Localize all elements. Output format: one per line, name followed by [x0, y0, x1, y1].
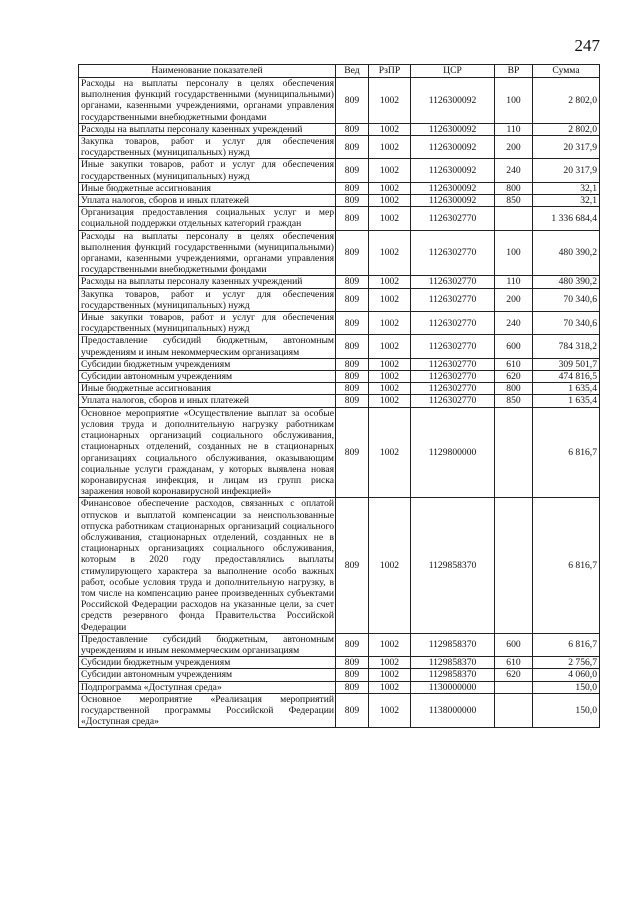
table-row: [79, 276, 600, 288]
cell-name: Уплата налогов, сборов и иных платежей: [79, 395, 336, 407]
cell-ved: 809: [336, 657, 369, 669]
cell-rzpr: 1002: [369, 681, 411, 693]
cell-ved: 809: [336, 498, 369, 633]
cell-csr: 1126300092: [411, 136, 495, 159]
cell-name: Организация предоставления социальных услуг и мер социальной поддержки отдельных категорий граждан: [79, 207, 336, 230]
cell-sum: 32,1: [533, 182, 600, 194]
cell-csr: 1126300092: [411, 195, 495, 207]
cell-ved: 809: [336, 123, 369, 135]
cell-vr: [495, 498, 533, 633]
cell-ved: 809: [336, 383, 369, 395]
cell-ved: 809: [336, 288, 369, 311]
cell-vr: 610: [495, 358, 533, 370]
header-sum: Сумма: [533, 65, 600, 78]
cell-ved: 809: [336, 207, 369, 230]
cell-ved: 809: [336, 230, 369, 276]
cell-csr: 1126302770: [411, 207, 495, 230]
cell-ved: 809: [336, 182, 369, 194]
cell-ved: 809: [336, 159, 369, 182]
cell-csr: 1126302770: [411, 383, 495, 395]
table-row: [79, 395, 600, 407]
table-row: [79, 288, 600, 311]
cell-rzpr: 1002: [369, 358, 411, 370]
cell-name: Расходы на выплаты персоналу казенных учреждений: [79, 123, 336, 135]
table-row: [79, 123, 600, 135]
cell-sum: 70 340,6: [533, 288, 600, 311]
cell-rzpr: 1002: [369, 230, 411, 276]
cell-vr: 600: [495, 633, 533, 656]
cell-sum: 6 816,7: [533, 407, 600, 498]
cell-ved: 809: [336, 669, 369, 681]
table-row: [79, 335, 600, 358]
cell-csr: 1126302770: [411, 395, 495, 407]
cell-vr: 100: [495, 78, 533, 124]
cell-csr: 1126302770: [411, 371, 495, 383]
cell-rzpr: 1002: [369, 669, 411, 681]
cell-vr: 620: [495, 669, 533, 681]
cell-sum: 6 816,7: [533, 633, 600, 656]
cell-csr: 1129858370: [411, 498, 495, 633]
cell-name: Предоставление субсидий бюджетным, автономным учреждениям и иным некоммерческим организациям: [79, 335, 336, 358]
table-row: [79, 407, 600, 498]
table-row: [79, 657, 600, 669]
cell-ved: 809: [336, 312, 369, 335]
cell-csr: 1129858370: [411, 669, 495, 681]
cell-rzpr: 1002: [369, 633, 411, 656]
table-row: [79, 195, 600, 207]
cell-rzpr: 1002: [369, 335, 411, 358]
table-row: [79, 230, 600, 276]
cell-sum: 480 390,2: [533, 276, 600, 288]
cell-vr: 610: [495, 657, 533, 669]
cell-ved: 809: [336, 358, 369, 370]
cell-name: Иные закупки товаров, работ и услуг для обеспечения государственных (муниципальных) нужд: [79, 159, 336, 182]
header-vr: ВР: [495, 65, 533, 78]
table-header-row: [79, 65, 600, 78]
cell-sum: 150,0: [533, 681, 600, 693]
cell-csr: 1126300092: [411, 182, 495, 194]
cell-sum: 784 318,2: [533, 335, 600, 358]
cell-rzpr: 1002: [369, 182, 411, 194]
cell-sum: 2 756,7: [533, 657, 600, 669]
cell-rzpr: 1002: [369, 159, 411, 182]
cell-csr: 1126302770: [411, 312, 495, 335]
cell-vr: 240: [495, 159, 533, 182]
cell-name: Финансовое обеспечение расходов, связанных с оплатой отпусков и выплатой компенсации за неиспользованные отпуска работникам стационарных организаций социального обслуживания, стационарных отделений, созданных не в стационарных организациях социального обслуживания, которым в 2020 году предоставлялись выплаты стимулирующего характера за выполнение особо важных работ, особые условия труда и дополнительную нагрузку, в том числе на компенсацию ранее произведенных субъектами Российской Федерации расходов на указанные цели, за счет средств резервного фонда Правительства Российской Федерации: [79, 498, 336, 633]
cell-csr: 1126302770: [411, 335, 495, 358]
cell-rzpr: 1002: [369, 288, 411, 311]
cell-sum: 20 317,9: [533, 159, 600, 182]
cell-sum: 32,1: [533, 195, 600, 207]
cell-vr: 110: [495, 123, 533, 135]
cell-rzpr: 1002: [369, 195, 411, 207]
cell-csr: 1126302770: [411, 358, 495, 370]
cell-sum: 70 340,6: [533, 312, 600, 335]
table-row: [79, 669, 600, 681]
cell-rzpr: 1002: [369, 693, 411, 728]
cell-rzpr: 1002: [369, 657, 411, 669]
cell-vr: 620: [495, 371, 533, 383]
cell-rzpr: 1002: [369, 395, 411, 407]
cell-sum: 6 816,7: [533, 498, 600, 633]
cell-name: Расходы на выплаты персоналу в целях обеспечения выполнения функций государственными (муниципальными) органами, казенными учреждениями, органами управления государственными внебюджетными фондами: [79, 78, 336, 124]
header-rzpr: РзПР: [369, 65, 411, 78]
cell-ved: 809: [336, 407, 369, 498]
table-row: [79, 182, 600, 194]
cell-ved: 809: [336, 371, 369, 383]
cell-vr: 800: [495, 182, 533, 194]
cell-sum: 1 635,4: [533, 395, 600, 407]
cell-csr: 1126302770: [411, 288, 495, 311]
cell-ved: 809: [336, 335, 369, 358]
cell-name: Субсидии бюджетным учреждениям: [79, 358, 336, 370]
cell-name: Расходы на выплаты персоналу казенных учреждений: [79, 276, 336, 288]
cell-name: Закупка товаров, работ и услуг для обеспечения государственных (муниципальных) нужд: [79, 288, 336, 311]
cell-vr: 200: [495, 288, 533, 311]
cell-name: Иные закупки товаров, работ и услуг для обеспечения государственных (муниципальных) нужд: [79, 312, 336, 335]
budget-table: [78, 64, 600, 728]
cell-sum: 2 802,0: [533, 78, 600, 124]
cell-vr: 800: [495, 383, 533, 395]
table-row: [79, 693, 600, 728]
cell-sum: 20 317,9: [533, 136, 600, 159]
cell-ved: 809: [336, 693, 369, 728]
cell-name: Субсидии бюджетным учреждениям: [79, 657, 336, 669]
cell-name: Субсидии автономным учреждениям: [79, 669, 336, 681]
table-row: [79, 383, 600, 395]
cell-csr: 1138000000: [411, 693, 495, 728]
cell-vr: 100: [495, 230, 533, 276]
cell-ved: 809: [336, 195, 369, 207]
cell-vr: 850: [495, 395, 533, 407]
cell-rzpr: 1002: [369, 383, 411, 395]
cell-name: Субсидии автономным учреждениям: [79, 371, 336, 383]
cell-sum: 1 635,4: [533, 383, 600, 395]
cell-sum: 474 816,5: [533, 371, 600, 383]
page-number: 247: [574, 36, 600, 55]
table-row: [79, 159, 600, 182]
table-row: [79, 633, 600, 656]
cell-rzpr: 1002: [369, 407, 411, 498]
cell-rzpr: 1002: [369, 123, 411, 135]
cell-sum: 2 802,0: [533, 123, 600, 135]
table-row: [79, 312, 600, 335]
table-row: [79, 78, 600, 124]
cell-csr: 1126302770: [411, 276, 495, 288]
cell-csr: 1130000000: [411, 681, 495, 693]
table-row: [79, 136, 600, 159]
cell-vr: [495, 693, 533, 728]
cell-csr: 1126300092: [411, 78, 495, 124]
cell-name: Основное мероприятие «Осуществление выплат за особые условия труда и дополнительную нагрузку работникам стационарных организаций социального обслуживания, стационарных отделений, созданных не в стационарных организациях социального обслуживания, оказывающим социальные услуги гражданам, у которых выявлена новая коронавирусная инфекция, и лицам из групп риска заражения новой коронавирусной инфекцией»: [79, 407, 336, 498]
cell-csr: 1126300092: [411, 123, 495, 135]
table-row: [79, 371, 600, 383]
table-row: [79, 681, 600, 693]
cell-ved: 809: [336, 395, 369, 407]
cell-name: Подпрограмма «Доступная среда»: [79, 681, 336, 693]
table-row: [79, 358, 600, 370]
cell-csr: 1129858370: [411, 633, 495, 656]
cell-rzpr: 1002: [369, 78, 411, 124]
cell-name: Иные бюджетные ассигнования: [79, 383, 336, 395]
cell-name: Основное мероприятие «Реализация мероприятий государственной программы Российской Федерации «Доступная среда»: [79, 693, 336, 728]
header-csr: ЦСР: [411, 65, 495, 78]
cell-ved: 809: [336, 633, 369, 656]
cell-csr: 1129858370: [411, 657, 495, 669]
cell-vr: [495, 681, 533, 693]
cell-sum: 309 501,7: [533, 358, 600, 370]
table-row: [79, 207, 600, 230]
cell-vr: 850: [495, 195, 533, 207]
cell-rzpr: 1002: [369, 136, 411, 159]
table-body: [79, 78, 600, 728]
cell-csr: 1126302770: [411, 230, 495, 276]
cell-sum: 150,0: [533, 693, 600, 728]
cell-csr: 1126300092: [411, 159, 495, 182]
cell-sum: 480 390,2: [533, 230, 600, 276]
header-name: Наименование показателей: [79, 65, 336, 78]
cell-rzpr: 1002: [369, 312, 411, 335]
cell-name: Предоставление субсидий бюджетным, автономным учреждениям и иным некоммерческим организациям: [79, 633, 336, 656]
cell-vr: 200: [495, 136, 533, 159]
cell-vr: 110: [495, 276, 533, 288]
cell-csr: 1129800000: [411, 407, 495, 498]
cell-name: Расходы на выплаты персоналу в целях обеспечения выполнения функций государственными (муниципальными) органами, казенными учреждениями, органами управления государственными внебюджетными фондами: [79, 230, 336, 276]
cell-rzpr: 1002: [369, 207, 411, 230]
cell-vr: 240: [495, 312, 533, 335]
cell-name: Уплата налогов, сборов и иных платежей: [79, 195, 336, 207]
cell-name: Иные бюджетные ассигнования: [79, 182, 336, 194]
cell-rzpr: 1002: [369, 371, 411, 383]
cell-sum: 4 060,0: [533, 669, 600, 681]
cell-ved: 809: [336, 78, 369, 124]
cell-rzpr: 1002: [369, 498, 411, 633]
cell-vr: [495, 207, 533, 230]
cell-ved: 809: [336, 681, 369, 693]
cell-ved: 809: [336, 276, 369, 288]
header-ved: Вед: [336, 65, 369, 78]
cell-sum: 1 336 684,4: [533, 207, 600, 230]
cell-vr: 600: [495, 335, 533, 358]
cell-vr: [495, 407, 533, 498]
cell-ved: 809: [336, 136, 369, 159]
cell-rzpr: 1002: [369, 276, 411, 288]
cell-name: Закупка товаров, работ и услуг для обеспечения государственных (муниципальных) нужд: [79, 136, 336, 159]
table-row: [79, 498, 600, 633]
